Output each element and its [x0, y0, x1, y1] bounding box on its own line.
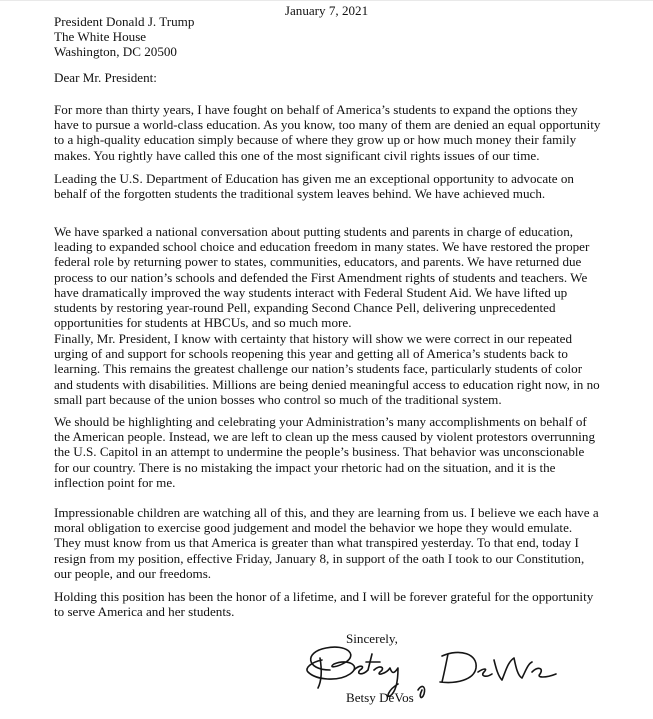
paragraph-1 [54, 102, 602, 163]
closing: Sincerely, [346, 631, 398, 646]
paragraph-text: Impressionable children are watching all of this, and they are learning from us. I believe we each have a moral obligation to exercise good judgement and model the behavior we hope they would emulate. They must know from us that America is greater than what transpired yesterday. To that end, today I resign from my position, effective Friday, January 8, in support of the oath I took to our Constitution, our people, and our freedoms. [54, 505, 599, 581]
paragraph-text: Finally, Mr. President, I know with certainty that history will show we were correct in our repeated urging of and support for schools reopening this year and getting all of America’s students back to learning. This remains the greatest challenge our nation’s students face, particularly students of color and students with disabilities. Millions are being denied meaningful access to education right now, in no small part because of the union bosses who control so much of the traditional system. [54, 331, 600, 407]
paragraph-7 [54, 589, 602, 619]
paragraph-text: For more than thirty years, I have fought on behalf of America’s students to expand the options they have to pursue a world-class education. As you know, too many of them are denied an equal opportunity to a high-quality education simply because of where they grow up or how much money their family makes. You rightly have called this one of the most significant civil rights issues of our time. [54, 102, 601, 163]
top-edge [0, 0, 653, 1]
paragraph-6 [54, 505, 602, 581]
signer-name: Betsy DeVos [346, 690, 414, 705]
recipient-address [54, 14, 194, 60]
paragraph-text: We have sparked a national conversation about putting students and parents in charge of education, leading to expanded school choice and education freedom in many states. We have restored the proper federal role by returning power to states, communities, educators, and parents. We have returned due process to our nation’s schools and defended the First Amendment rights of students and teachers. We have dramatically improved the way students interact with Federal Student Aid. We have lifted up students by restoring year-round Pell, expanding Second Chance Pell, delivering unprecedented opportunities for students at HBCUs, and so much more. [54, 224, 590, 331]
paragraph-2 [54, 171, 602, 201]
paragraph-5 [54, 414, 602, 490]
salutation: Dear Mr. President: [54, 70, 157, 85]
paragraph-text: Leading the U.S. Department of Education has given me an exceptional opportunity to advocate on behalf of the forgotten students the traditional system leaves behind. We have achieved much. [54, 171, 574, 202]
paragraph-3 [54, 224, 602, 330]
recipient-address-line2: Washington, DC 20500 [54, 44, 177, 60]
paragraph-4 [54, 331, 602, 407]
signature-image [300, 640, 560, 700]
paragraph-text: Holding this position has been the honor of a lifetime, and I will be forever grateful for the opportunity to serve America and her students. [54, 589, 594, 620]
recipient-address-line1: The White House [54, 29, 147, 45]
paragraph-text: We should be highlighting and celebrating your Administration’s many accomplishments on behalf of the American people. Instead, we are left to clean up the mess caused by violent protestors overrunning the U.S. Capitol in an attempt to undermine the people’s business. That behavior was unconscionable for our country. There is no mistaking the impact your rhetoric had on the situation, and it is the inflection point for me. [54, 414, 596, 490]
letter-date: January 7, 2021 [284, 3, 369, 18]
recipient-name: President Donald J. Trump [54, 14, 195, 29]
